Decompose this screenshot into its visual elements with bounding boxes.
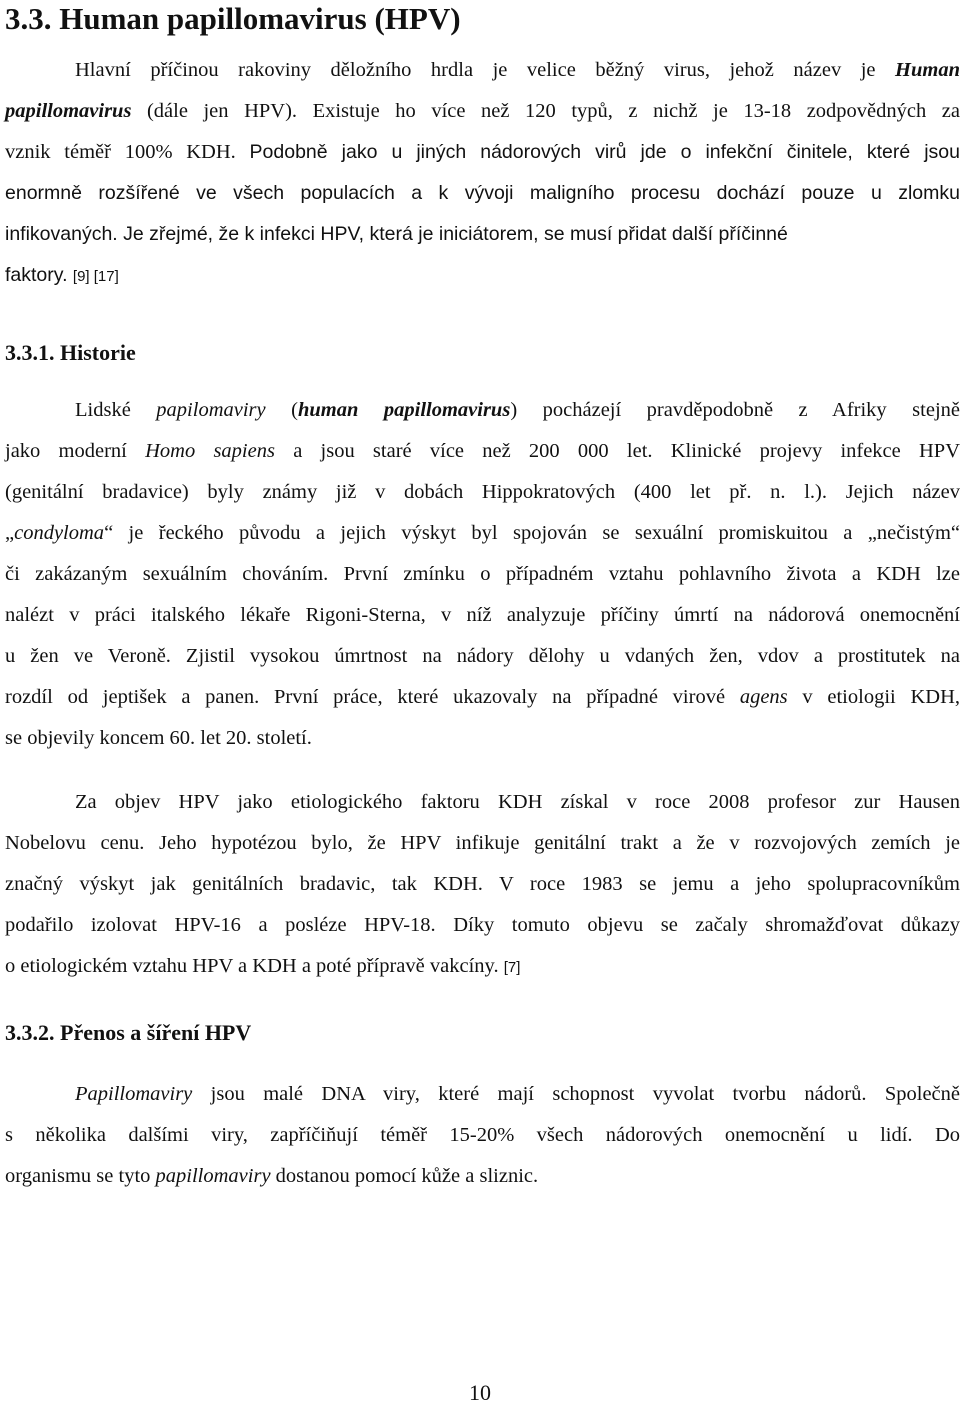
historie-p2-line-3: značný výskyt jak genitálních bradavic, tak KDH. V roce 1983 se jemu a jeho spolupracovníkům [5, 873, 960, 895]
citation: [7] [503, 959, 521, 976]
emphasis-term: papillomavirus [5, 100, 132, 122]
prenos-line-2: s několika dalšími viry, zapříčiňují téměř 15-20% všech nádorových onemocnění u lidí. Do [5, 1124, 960, 1146]
page-number: 10 [469, 1380, 491, 1405]
prenos-line-3: organismu se tyto papillomaviry dostanou pomocí kůže a sliznic. [5, 1165, 539, 1187]
subsection-heading-prenos: 3.3.2. Přenos a šíření HPV [5, 1020, 252, 1045]
historie-line-9: se objevily koncem 60. let 20. století. [5, 727, 312, 749]
historie-line-4: „condyloma“ je řeckého původu a jejich výskyt byl spojován se sexuální promiskuitou a „nečistým“ [5, 522, 960, 544]
intro-paragraph [5, 50, 960, 297]
historie-line-3: (genitální bradavice) byly známy již v dobách Hippokratových (400 let př. n. l.). Jejich název [5, 481, 960, 503]
historie-paragraph-2 [5, 782, 960, 988]
historie-line-8: rozdíl od jeptišek a panen. První práce, které ukazovaly na případné virové agens v etiologii KDH, [5, 686, 960, 708]
intro-line-4: enormně rozšířené ve všech populacích a k vývoji maligního procesu dochází pouze u zlomku [5, 182, 960, 204]
historie-p2-line-5: o etiologickém vztahu HPV a KDH a poté přípravě vakcíny. [7] [5, 955, 521, 977]
historie-line-7: u žen ve Veroně. Zjistil vysokou úmrtnost na nádory dělohy u vdaných žen, vdov a prostitutek na [5, 645, 960, 667]
historie-paragraph-1 [5, 390, 960, 759]
historie-line-5: či zakázaným sexuálním chováním. První zmínku o případném vztahu pohlavního života a KDH lze [5, 563, 960, 585]
intro-line-3: vznik téměř 100% KDH. Podobně jako u jiných nádorových virů jde o infekční činitele, které jsou [5, 141, 960, 163]
citation: [9] [17] [72, 268, 119, 285]
historie-line-2: jako moderní Homo sapiens a jsou staré více než 200 000 let. Klinické projevy infekce HPV [5, 440, 960, 462]
historie-p2-line-4: podařilo izolovat HPV-16 a posléze HPV-18. Díky tomuto objevu se začaly shromažďovat důkazy [5, 914, 960, 936]
historie-line-6: nalézt v práci italského lékaře Rigoni-Sterna, v níž analyzuje příčiny úmrtí na nádorová onemocnění [5, 604, 960, 626]
intro-line-1: Hlavní příčinou rakoviny děložního hrdla je velice běžný virus, jehož název je Human [75, 59, 960, 81]
subsection-heading-historie: 3.3.1. Historie [5, 340, 136, 365]
intro-line-6: faktory. [9] [17] [5, 264, 119, 286]
historie-p2-line-2: Nobelovu cenu. Jeho hypotézou bylo, že HPV infikuje genitální trakt a že v rozvojových zemích je [5, 832, 960, 854]
prenos-paragraph [5, 1074, 960, 1197]
intro-line-5: infikovaných. Je zřejmé, že k infekci HPV, která je iniciátorem, se musí přidat další příčinné [5, 223, 788, 245]
emphasis-term: Human [895, 59, 960, 81]
prenos-line-1: Papillomaviry jsou malé DNA viry, které mají schopnost vyvolat tvorbu nádorů. Společně [75, 1083, 960, 1105]
historie-line-1: Lidské papilomaviry (human papillomavirus) pocházejí pravděpodobně z Afriky stejně [75, 399, 960, 421]
historie-p2-line-1: Za objev HPV jako etiologického faktoru KDH získal v roce 2008 profesor zur Hausen [75, 791, 960, 813]
section-heading: 3.3. Human papillomavirus (HPV) [5, 1, 461, 36]
intro-line-2: papillomavirus (dále jen HPV). Existuje ho více než 120 typů, z nichž je 13-18 zodpovědných za [5, 100, 960, 122]
